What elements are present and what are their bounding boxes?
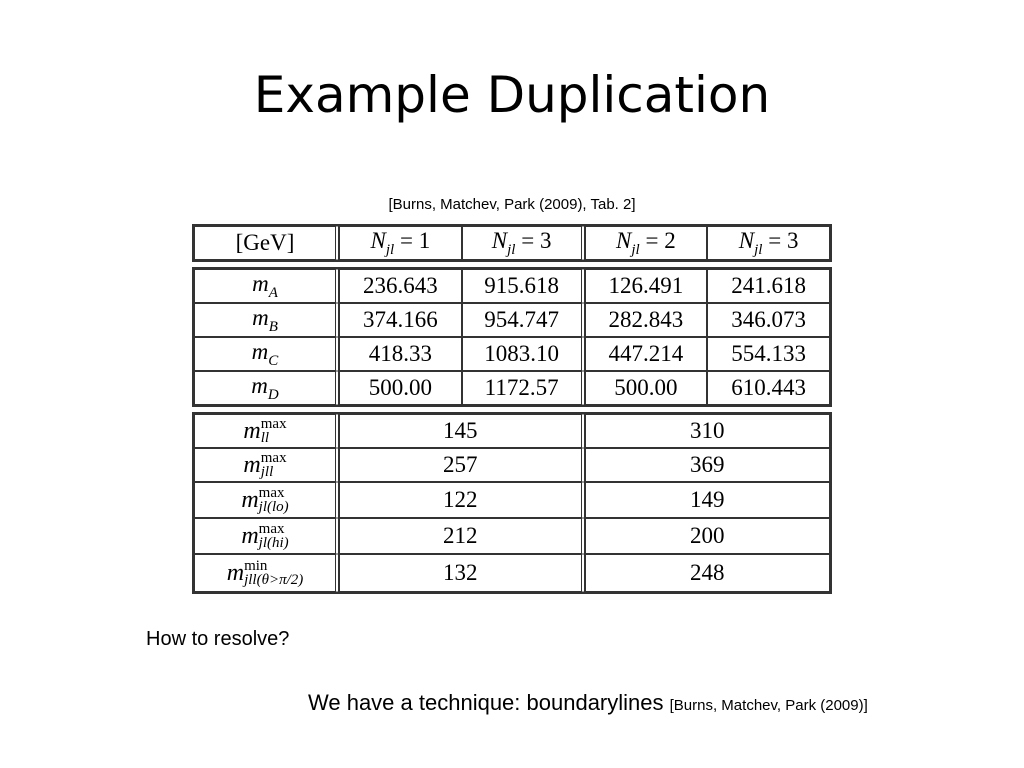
table-cell: 236.643 [339,269,462,303]
results-table [192,224,832,594]
table-row [194,337,830,371]
table-cell: 954.747 [462,303,585,337]
table-cell: 500.00 [585,371,708,405]
row-label: m max jll [194,448,339,482]
table-row [194,371,830,405]
row-label: m max jl(lo) [194,482,339,518]
table-cell: 145 [339,414,585,448]
row-label: m min jll(θ>π/2) [194,554,339,592]
table-cell: 126.491 [585,269,708,303]
mass-table [192,267,832,407]
col-header: $N_{jl} = 1$ [339,226,462,260]
row-label: m max ll [194,414,339,448]
table-cell: 200 [585,518,831,554]
table-cell: 310 [585,414,831,448]
row-label: $m_A$ [194,269,339,303]
table-row [194,554,830,592]
table-cell: 915.618 [462,269,585,303]
technique-citation: [Burns, Matchev, Park (2009)] [669,697,868,714]
row-label: $m_C$ [194,337,339,371]
table-cell: 346.073 [707,303,830,337]
col-header: $N_{jl} = 3$ [462,226,585,260]
slide-title: Example Duplication [253,66,771,124]
technique-text: We have a technique: boundarylines [308,690,670,715]
table-row [194,414,830,448]
col-header: $N_{jl} = 2$ [585,226,708,260]
table-cell: 374.166 [339,303,462,337]
row-label: $m_D$ [194,371,339,405]
table-cell: 1172.57 [462,371,585,405]
table-cell: 248 [585,554,831,592]
table-row [194,303,830,337]
row-label: $m_B$ [194,303,339,337]
table-cell: 1083.10 [462,337,585,371]
table-row [194,482,830,518]
table-cell: 418.33 [339,337,462,371]
col-header: $N_{jl} = 3$ [707,226,830,260]
table-cell: 257 [339,448,585,482]
table-header [192,224,832,262]
row-label: m max jl(hi) [194,518,339,554]
endpoint-table [192,412,832,594]
table-caption: [Burns, Matchev, Park (2009), Tab. 2] [388,196,636,213]
table-cell: 149 [585,482,831,518]
table-cell: 447.214 [585,337,708,371]
table-cell: 241.618 [707,269,830,303]
table-cell: 132 [339,554,585,592]
table-cell: 282.843 [585,303,708,337]
technique-line [308,690,868,716]
table-cell: 369 [585,448,831,482]
question-text: How to resolve? [146,628,290,650]
table-cell: 122 [339,482,585,518]
unit-label: [GeV] [194,226,339,260]
table-row [194,448,830,482]
table-cell: 554.133 [707,337,830,371]
table-cell: 212 [339,518,585,554]
table-row [194,518,830,554]
table-cell: 500.00 [339,371,462,405]
table-row [194,269,830,303]
table-cell: 610.443 [707,371,830,405]
